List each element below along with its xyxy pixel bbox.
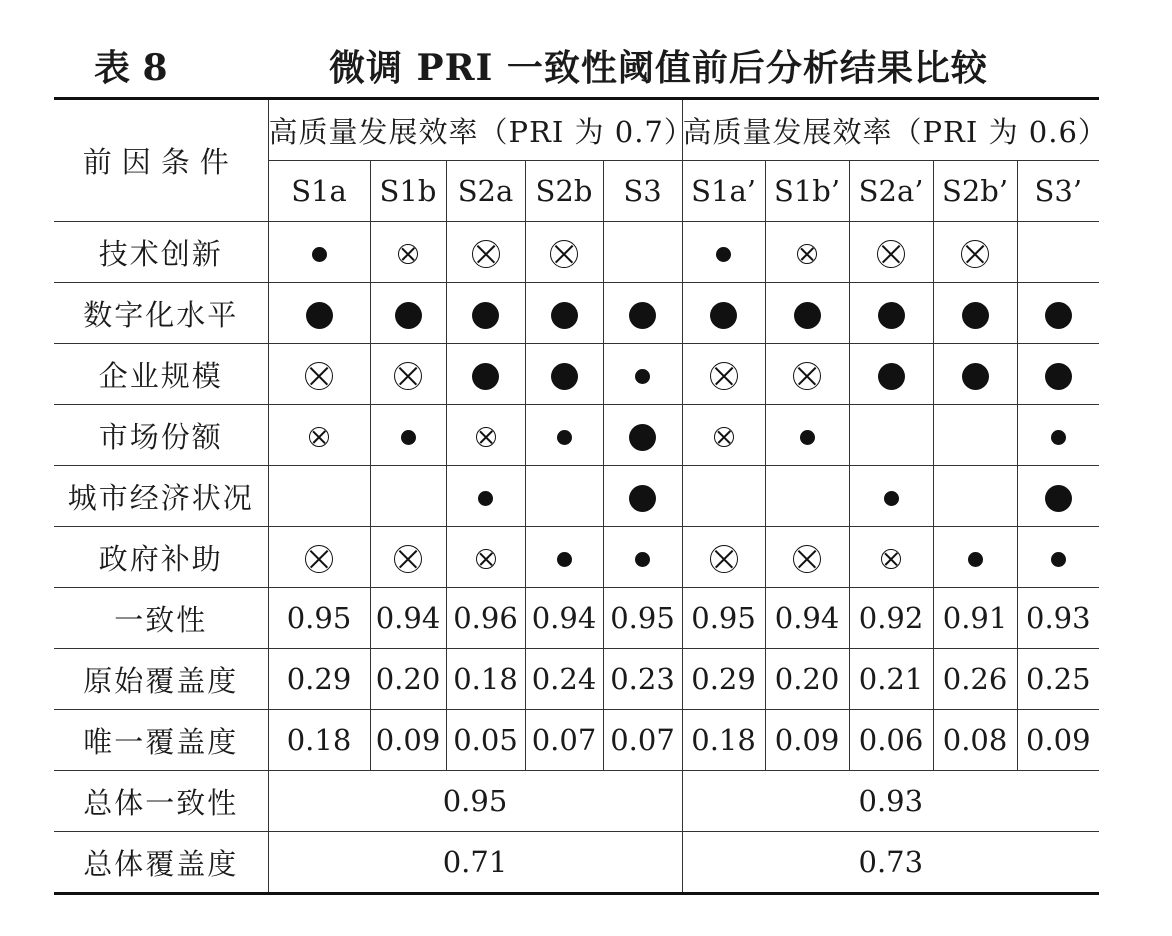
condition-cell xyxy=(849,466,933,527)
condition-cell xyxy=(370,344,446,405)
condition-cell xyxy=(849,283,933,344)
peripheral-present-dot-icon xyxy=(635,369,650,384)
condition-cell xyxy=(1017,466,1099,527)
table-title: 微调 PRI 一致性阈值前后分析结果比较 xyxy=(329,47,988,89)
config-label: S1b xyxy=(370,161,446,222)
condition-cell xyxy=(446,283,525,344)
peripheral-absent-crossed-circle-icon xyxy=(476,549,496,569)
core-absent-crossed-circle-icon xyxy=(394,545,422,573)
config-label: S2b xyxy=(525,161,603,222)
core-present-dot-icon xyxy=(710,302,737,329)
metric-value: 0.18 xyxy=(682,710,765,771)
core-absent-crossed-circle-icon xyxy=(961,240,989,268)
overall-value: 0.71 xyxy=(268,832,682,894)
core-absent-crossed-circle-icon xyxy=(305,545,333,573)
header-row-groups xyxy=(54,99,1099,161)
condition-cell xyxy=(525,405,603,466)
condition-row xyxy=(54,527,1099,588)
metric-value: 0.24 xyxy=(525,649,603,710)
condition-cell xyxy=(446,527,525,588)
condition-cell xyxy=(933,222,1017,283)
core-absent-crossed-circle-icon xyxy=(793,362,821,390)
condition-cell xyxy=(370,283,446,344)
metric-value: 0.26 xyxy=(933,649,1017,710)
condition-cell xyxy=(682,222,765,283)
metric-value: 0.95 xyxy=(682,588,765,649)
condition-cell xyxy=(268,222,370,283)
metric-value: 0.07 xyxy=(603,710,682,771)
condition-cell xyxy=(603,405,682,466)
metric-value: 0.29 xyxy=(682,649,765,710)
core-present-dot-icon xyxy=(878,363,905,390)
condition-cell xyxy=(1017,344,1099,405)
metric-value: 0.09 xyxy=(765,710,849,771)
core-present-dot-icon xyxy=(472,363,499,390)
core-present-dot-icon xyxy=(1045,485,1072,512)
condition-cell xyxy=(682,527,765,588)
core-present-dot-icon xyxy=(1045,302,1072,329)
peripheral-present-dot-icon xyxy=(1051,430,1066,445)
condition-cell xyxy=(268,466,370,527)
core-absent-crossed-circle-icon xyxy=(793,545,821,573)
condition-cell xyxy=(1017,527,1099,588)
metric-value: 0.21 xyxy=(849,649,933,710)
condition-cell xyxy=(268,527,370,588)
metric-value: 0.07 xyxy=(525,710,603,771)
metric-value: 0.18 xyxy=(446,649,525,710)
config-label: S3’ xyxy=(1017,161,1099,222)
condition-cell xyxy=(603,344,682,405)
condition-cell xyxy=(933,466,1017,527)
condition-cell xyxy=(446,344,525,405)
core-present-dot-icon xyxy=(1045,363,1072,390)
metric-value: 0.09 xyxy=(1017,710,1099,771)
core-present-dot-icon xyxy=(629,485,656,512)
peripheral-absent-crossed-circle-icon xyxy=(881,549,901,569)
condition-cell xyxy=(682,344,765,405)
metric-value: 0.20 xyxy=(370,649,446,710)
condition-cell xyxy=(933,344,1017,405)
overall-label: 总体覆盖度 xyxy=(54,832,268,894)
peripheral-present-dot-icon xyxy=(968,552,983,567)
condition-cell xyxy=(603,283,682,344)
peripheral-present-dot-icon xyxy=(557,552,572,567)
metric-value: 0.09 xyxy=(370,710,446,771)
condition-cell xyxy=(603,222,682,283)
condition-cell xyxy=(525,283,603,344)
condition-cell xyxy=(765,283,849,344)
metric-row xyxy=(54,649,1099,710)
condition-row xyxy=(54,283,1099,344)
condition-cell xyxy=(682,283,765,344)
peripheral-present-dot-icon xyxy=(312,247,327,262)
peripheral-present-dot-icon xyxy=(716,247,731,262)
condition-cell xyxy=(525,222,603,283)
condition-row xyxy=(54,466,1099,527)
peripheral-present-dot-icon xyxy=(635,552,650,567)
core-absent-crossed-circle-icon xyxy=(877,240,905,268)
condition-cell xyxy=(849,405,933,466)
metric-value: 0.29 xyxy=(268,649,370,710)
condition-cell xyxy=(1017,405,1099,466)
metric-label: 原始覆盖度 xyxy=(54,649,268,710)
config-label: S1a xyxy=(268,161,370,222)
condition-cell xyxy=(525,527,603,588)
metric-value: 0.95 xyxy=(603,588,682,649)
condition-label: 市场份额 xyxy=(54,405,268,466)
condition-cell xyxy=(765,344,849,405)
condition-cell xyxy=(603,466,682,527)
core-absent-crossed-circle-icon xyxy=(472,240,500,268)
condition-cell xyxy=(933,405,1017,466)
condition-cell xyxy=(603,527,682,588)
peripheral-absent-crossed-circle-icon xyxy=(309,427,329,447)
core-present-dot-icon xyxy=(551,363,578,390)
condition-label: 技术创新 xyxy=(54,222,268,283)
condition-cell xyxy=(765,222,849,283)
metric-value: 0.96 xyxy=(446,588,525,649)
condition-cell xyxy=(370,405,446,466)
condition-cell xyxy=(370,527,446,588)
condition-row xyxy=(54,344,1099,405)
metric-value: 0.94 xyxy=(370,588,446,649)
metric-value: 0.95 xyxy=(268,588,370,649)
condition-cell xyxy=(268,405,370,466)
condition-label: 企业规模 xyxy=(54,344,268,405)
metric-value: 0.93 xyxy=(1017,588,1099,649)
condition-cell xyxy=(933,283,1017,344)
condition-row xyxy=(54,222,1099,283)
condition-label: 数字化水平 xyxy=(54,283,268,344)
peripheral-absent-crossed-circle-icon xyxy=(714,427,734,447)
metric-value: 0.23 xyxy=(603,649,682,710)
condition-cell xyxy=(446,405,525,466)
metric-value: 0.94 xyxy=(525,588,603,649)
overall-coverage-row xyxy=(54,832,1099,894)
condition-cell xyxy=(370,222,446,283)
config-label: S1a’ xyxy=(682,161,765,222)
core-present-dot-icon xyxy=(962,363,989,390)
condition-cell xyxy=(525,466,603,527)
condition-cell xyxy=(268,344,370,405)
overall-value: 0.73 xyxy=(682,832,1099,894)
metric-row xyxy=(54,588,1099,649)
condition-cell xyxy=(682,405,765,466)
config-label: S3 xyxy=(603,161,682,222)
core-absent-crossed-circle-icon xyxy=(394,362,422,390)
condition-cell xyxy=(370,466,446,527)
overall-label: 总体一致性 xyxy=(54,771,268,832)
metric-value: 0.25 xyxy=(1017,649,1099,710)
condition-cell xyxy=(765,405,849,466)
metric-value: 0.91 xyxy=(933,588,1017,649)
peripheral-present-dot-icon xyxy=(884,491,899,506)
config-label: S1b’ xyxy=(765,161,849,222)
peripheral-present-dot-icon xyxy=(478,491,493,506)
condition-cell xyxy=(682,466,765,527)
condition-cell xyxy=(933,527,1017,588)
core-absent-crossed-circle-icon xyxy=(305,362,333,390)
condition-cell xyxy=(1017,222,1099,283)
metric-row xyxy=(54,710,1099,771)
condition-cell xyxy=(1017,283,1099,344)
condition-cell xyxy=(765,466,849,527)
condition-cell xyxy=(765,527,849,588)
condition-cell xyxy=(525,344,603,405)
results-table xyxy=(54,97,1108,895)
peripheral-present-dot-icon xyxy=(1051,552,1066,567)
peripheral-absent-crossed-circle-icon xyxy=(797,244,817,264)
config-label: S2a xyxy=(446,161,525,222)
metric-value: 0.05 xyxy=(446,710,525,771)
condition-cell xyxy=(849,527,933,588)
metric-label: 唯一覆盖度 xyxy=(54,710,268,771)
peripheral-present-dot-icon xyxy=(401,430,416,445)
core-present-dot-icon xyxy=(629,302,656,329)
condition-header: 前因条件 xyxy=(54,99,268,222)
group-header-pri-0.6: 高质量发展效率（PRI 为 0.6） xyxy=(682,99,1099,161)
overall-value: 0.93 xyxy=(682,771,1099,832)
table-number: 表 8 xyxy=(94,47,168,89)
condition-cell xyxy=(446,222,525,283)
core-present-dot-icon xyxy=(878,302,905,329)
condition-row xyxy=(54,405,1099,466)
core-present-dot-icon xyxy=(794,302,821,329)
metric-value: 0.20 xyxy=(765,649,849,710)
condition-cell xyxy=(268,283,370,344)
metric-value: 0.06 xyxy=(849,710,933,771)
peripheral-absent-crossed-circle-icon xyxy=(476,427,496,447)
condition-label: 政府补助 xyxy=(54,527,268,588)
peripheral-absent-crossed-circle-icon xyxy=(398,244,418,264)
condition-label: 城市经济状况 xyxy=(54,466,268,527)
metric-value: 0.08 xyxy=(933,710,1017,771)
group-header-pri-0.7: 高质量发展效率（PRI 为 0.7） xyxy=(268,99,682,161)
metric-value: 0.92 xyxy=(849,588,933,649)
config-label: S2b’ xyxy=(933,161,1017,222)
overall-value: 0.95 xyxy=(268,771,682,832)
condition-cell xyxy=(849,222,933,283)
core-present-dot-icon xyxy=(629,424,656,451)
core-present-dot-icon xyxy=(962,302,989,329)
table-caption xyxy=(54,34,1099,94)
core-present-dot-icon xyxy=(395,302,422,329)
metric-value: 0.18 xyxy=(268,710,370,771)
core-absent-crossed-circle-icon xyxy=(710,362,738,390)
core-present-dot-icon xyxy=(306,302,333,329)
core-absent-crossed-circle-icon xyxy=(550,240,578,268)
condition-cell xyxy=(446,466,525,527)
config-label: S2a’ xyxy=(849,161,933,222)
core-absent-crossed-circle-icon xyxy=(710,545,738,573)
core-present-dot-icon xyxy=(472,302,499,329)
condition-cell xyxy=(849,344,933,405)
core-present-dot-icon xyxy=(551,302,578,329)
metric-label: 一致性 xyxy=(54,588,268,649)
peripheral-present-dot-icon xyxy=(557,430,572,445)
metric-value: 0.94 xyxy=(765,588,849,649)
overall-consistency-row xyxy=(54,771,1099,832)
peripheral-present-dot-icon xyxy=(800,430,815,445)
